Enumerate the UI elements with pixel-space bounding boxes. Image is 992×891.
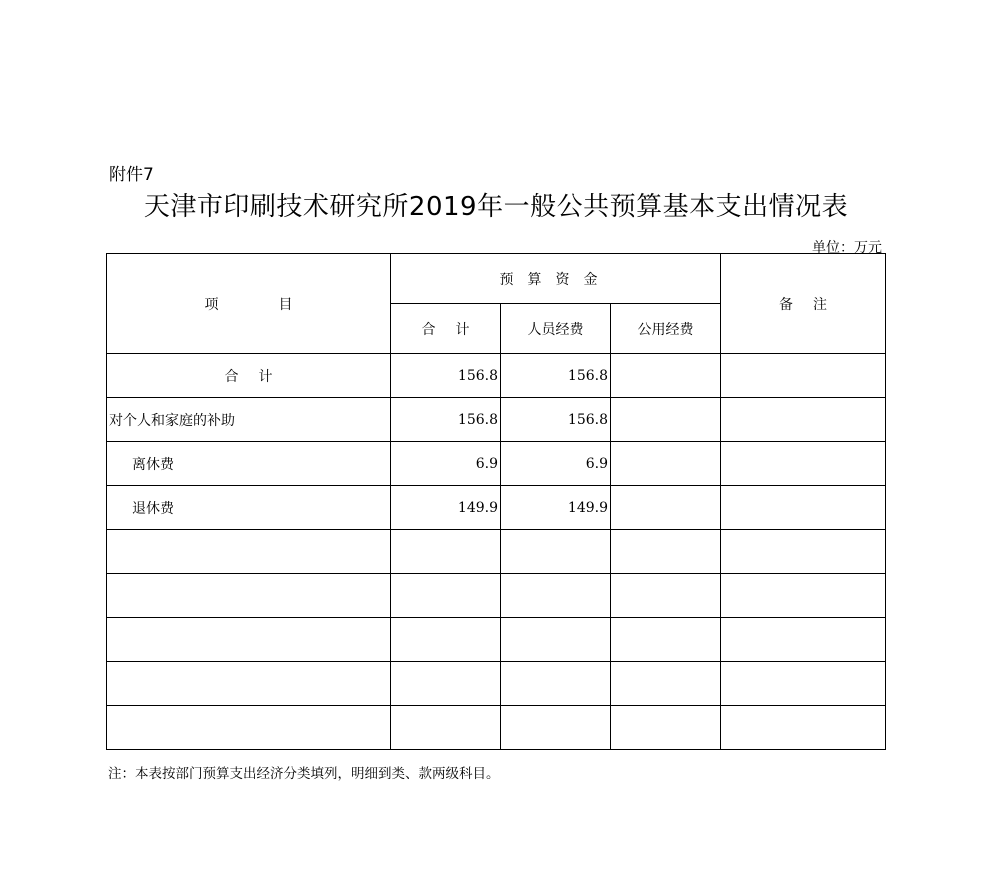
total-cell: 156.8	[391, 354, 501, 398]
total-cell: 149.9	[391, 486, 501, 530]
empty-row	[107, 530, 886, 574]
table-row	[107, 486, 886, 530]
total-cell: 156.8	[391, 398, 501, 442]
row-label: 对个人和家庭的补助	[107, 398, 391, 442]
total-cell: 6.9	[391, 442, 501, 486]
table-row	[107, 398, 886, 442]
remarks-header-char-2: 注	[813, 296, 828, 313]
public-cell	[611, 354, 721, 398]
item-header-char-1: 项	[204, 296, 219, 313]
empty-row	[107, 574, 886, 618]
personnel-cell: 156.8	[501, 398, 611, 442]
table-row-total	[107, 354, 886, 398]
empty-row	[107, 706, 886, 750]
table-row	[107, 442, 886, 486]
public-cell	[611, 442, 721, 486]
personnel-cell: 156.8	[501, 354, 611, 398]
unit-label: 单位：万元	[812, 240, 882, 256]
personnel-header: 人员经费	[501, 304, 611, 354]
item-header	[107, 254, 391, 354]
remarks-cell	[721, 442, 886, 486]
row-label	[107, 354, 391, 398]
row-label-char-2: 计	[258, 368, 273, 385]
page-title: 天津市印刷技术研究所2019年一般公共预算基本支出情况表	[143, 192, 849, 222]
remarks-header	[721, 254, 886, 354]
row-label: 离休费	[107, 442, 391, 486]
footnote: 注：本表按部门预算支出经济分类填列，明细到类、款两级科目。	[108, 766, 500, 782]
total-header-char-2: 计	[455, 321, 470, 338]
item-header-char-2: 目	[278, 296, 293, 313]
public-header: 公用经费	[611, 304, 721, 354]
empty-row	[107, 618, 886, 662]
personnel-cell: 149.9	[501, 486, 611, 530]
row-label: 退休费	[107, 486, 391, 530]
remarks-header-char-1: 备	[779, 296, 794, 313]
header-row-1	[107, 254, 886, 304]
public-cell	[611, 398, 721, 442]
attachment-label: 附件7	[109, 165, 154, 185]
public-cell	[611, 486, 721, 530]
funds-header: 预算资金	[391, 254, 721, 304]
remarks-cell	[721, 354, 886, 398]
total-header-char-1: 合	[421, 321, 436, 338]
remarks-cell	[721, 398, 886, 442]
budget-table	[106, 253, 886, 750]
empty-row	[107, 662, 886, 706]
total-header	[391, 304, 501, 354]
remarks-cell	[721, 486, 886, 530]
personnel-cell: 6.9	[501, 442, 611, 486]
row-label-char-1: 合	[224, 368, 239, 385]
